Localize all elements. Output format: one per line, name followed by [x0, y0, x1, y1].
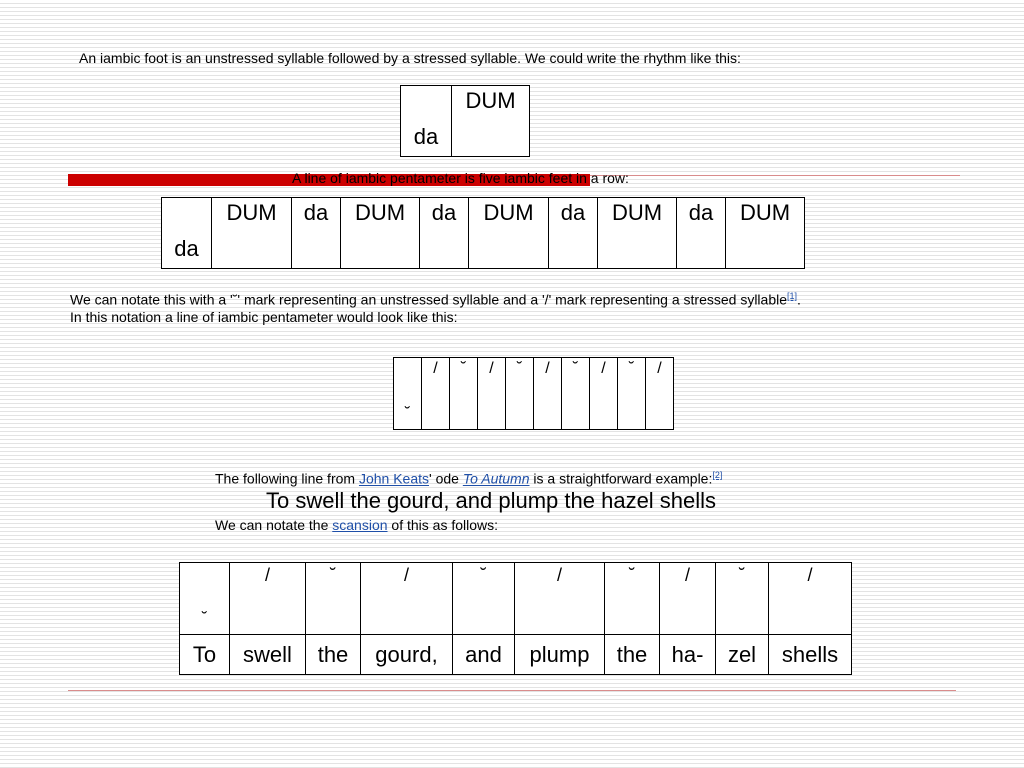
- scansion-table: [179, 562, 852, 675]
- scansion-mark-cell: /: [660, 563, 716, 635]
- pentameter-cell: DUM: [598, 198, 677, 269]
- notation-text-period: .: [797, 291, 801, 308]
- scansion-mark-cell: /: [515, 563, 605, 635]
- notation-cell: ˘: [450, 358, 478, 430]
- syllable-cell: shells: [769, 635, 852, 675]
- scansion-mark-cell: /: [769, 563, 852, 635]
- to-autumn-link[interactable]: To Autumn: [462, 470, 530, 487]
- intro-text: An iambic foot is an unstressed syllable followed by a stressed syllable. We could write the rhythm like this:: [79, 50, 741, 66]
- notation-cell: /: [646, 358, 674, 430]
- scansion-link[interactable]: scansion: [332, 517, 388, 533]
- notation-cell: ˘: [562, 358, 590, 430]
- verse-line: To swell the gourd, and plump the hazel shells: [266, 488, 717, 513]
- notation-cell: /: [478, 358, 506, 430]
- pentameter-table: [161, 197, 805, 269]
- notation-cell: /: [590, 358, 618, 430]
- footnote-ref-2[interactable]: [2]: [712, 470, 723, 480]
- scansion-mark-cell: ˘: [180, 563, 230, 635]
- scansion-mark-cell: ˘: [453, 563, 515, 635]
- foot-cell-stressed: DUM: [452, 86, 530, 157]
- syllable-cell: swell: [230, 635, 306, 675]
- notation-cell: /: [422, 358, 450, 430]
- iambic-foot-table: [400, 85, 530, 157]
- notation-cell: ˘: [506, 358, 534, 430]
- syllable-cell: the: [605, 635, 660, 675]
- syllable-cell: and: [453, 635, 515, 675]
- syllable-cell: zel: [716, 635, 769, 675]
- scansion-text: We can notate the scansion of this as follows:: [215, 517, 499, 533]
- notation-text-line1: We can notate this with a '˘' mark representing an unstressed syllable and a '/' mark representing a stressed syllable: [70, 291, 788, 308]
- notation-table: [393, 357, 674, 430]
- red-divider-top: [590, 175, 960, 176]
- pentameter-cell: DUM: [341, 198, 420, 269]
- pentameter-cell: DUM: [469, 198, 549, 269]
- pentameter-cell: da: [677, 198, 726, 269]
- scansion-mark-cell: /: [361, 563, 453, 635]
- pentameter-cell: DUM: [212, 198, 292, 269]
- red-divider-bottom: [68, 690, 956, 691]
- footnote-ref-1[interactable]: [1]: [787, 291, 798, 301]
- scansion-mark-cell: ˘: [605, 563, 660, 635]
- pentameter-cell: da: [549, 198, 598, 269]
- syllable-cell: plump: [515, 635, 605, 675]
- pentameter-cell-first: da: [162, 198, 212, 269]
- pentameter-cell: DUM: [726, 198, 805, 269]
- notation-text: [70, 288, 801, 326]
- scansion-mark-cell: /: [230, 563, 306, 635]
- scansion-mark-cell: ˘: [306, 563, 361, 635]
- example-text: The following line from John Keats' ode To Autumn is a straightforward example:[2]: [215, 470, 723, 487]
- john-keats-link[interactable]: John Keats: [358, 470, 430, 487]
- pentameter-cell: da: [420, 198, 469, 269]
- syllable-cell: gourd,: [361, 635, 453, 675]
- notation-cell-first: ˘: [394, 358, 422, 430]
- pentameter-cell: da: [292, 198, 341, 269]
- notation-cell: ˘: [618, 358, 646, 430]
- syllable-cell: ha-: [660, 635, 716, 675]
- notation-cell: /: [534, 358, 562, 430]
- scansion-mark-cell: ˘: [716, 563, 769, 635]
- notation-text-line2: In this notation a line of iambic pentameter would look like this:: [70, 308, 458, 325]
- syllable-cell: the: [306, 635, 361, 675]
- foot-cell-unstressed: da: [401, 86, 452, 157]
- syllable-cell: To: [180, 635, 230, 675]
- pentameter-caption: A line of iambic pentameter is five iambic feet in a row:: [292, 170, 629, 186]
